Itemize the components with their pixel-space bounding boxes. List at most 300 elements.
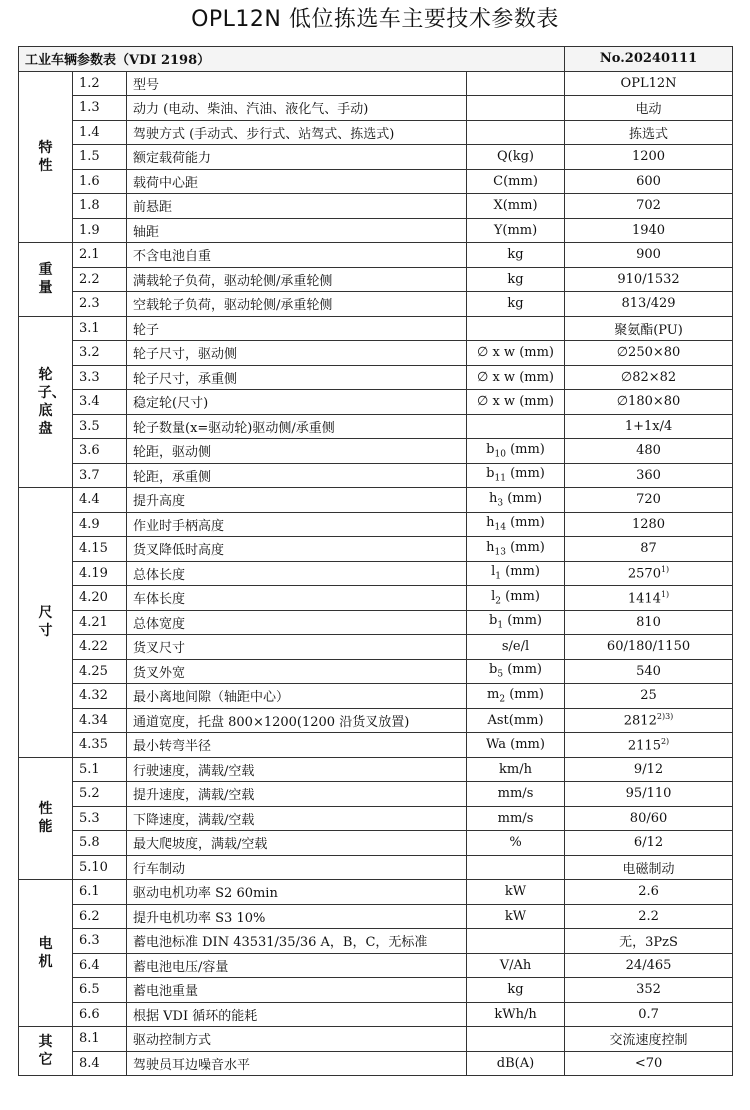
param-value bbox=[565, 610, 733, 635]
param-number: 4.21 bbox=[73, 610, 127, 635]
param-name: 货叉外宽 bbox=[127, 659, 467, 684]
param-unit: kg bbox=[467, 243, 565, 268]
param-number: 2.3 bbox=[73, 292, 127, 317]
param-value bbox=[565, 831, 733, 856]
param-number: 8.1 bbox=[73, 1027, 127, 1052]
param-number: 4.4 bbox=[73, 488, 127, 513]
table-header-row bbox=[19, 47, 733, 72]
param-name: 不含电池自重 bbox=[127, 243, 467, 268]
param-value bbox=[565, 635, 733, 660]
param-name: 总体宽度 bbox=[127, 610, 467, 635]
param-value bbox=[565, 684, 733, 709]
param-number: 3.7 bbox=[73, 463, 127, 488]
param-unit: C(mm) bbox=[467, 169, 565, 194]
param-number: 6.1 bbox=[73, 880, 127, 905]
param-unit bbox=[467, 120, 565, 145]
param-number: 3.4 bbox=[73, 390, 127, 415]
param-name: 轴距 bbox=[127, 218, 467, 243]
table-row bbox=[19, 733, 733, 758]
value-text: 2.6 bbox=[638, 884, 659, 900]
param-unit bbox=[467, 610, 565, 635]
section-category bbox=[19, 243, 73, 317]
param-unit bbox=[467, 463, 565, 488]
param-unit bbox=[467, 855, 565, 880]
param-number: 6.5 bbox=[73, 978, 127, 1003]
param-value bbox=[565, 929, 733, 954]
table-row bbox=[19, 953, 733, 978]
param-name: 驾驶方式 (手动式、步行式、站驾式、拣选式) bbox=[127, 120, 467, 145]
param-value bbox=[565, 904, 733, 929]
table-row bbox=[19, 561, 733, 586]
param-unit: kWh/h bbox=[467, 1002, 565, 1027]
value-text: 9/12 bbox=[633, 761, 664, 777]
table-row bbox=[19, 439, 733, 464]
param-unit: Q(kg) bbox=[467, 145, 565, 170]
unit-symbol: h bbox=[486, 539, 495, 555]
param-unit: kW bbox=[467, 880, 565, 905]
table-row bbox=[19, 684, 733, 709]
value-text: 24/465 bbox=[625, 957, 672, 973]
value-text: ∅180×80 bbox=[616, 394, 681, 410]
param-number: 2.1 bbox=[73, 243, 127, 268]
param-value bbox=[565, 439, 733, 464]
table-row bbox=[19, 145, 733, 170]
param-unit bbox=[467, 561, 565, 586]
param-number: 5.10 bbox=[73, 855, 127, 880]
param-number: 1.3 bbox=[73, 96, 127, 121]
value-text: 0.7 bbox=[638, 1006, 659, 1022]
param-value bbox=[565, 169, 733, 194]
section-category-label: 电机 bbox=[38, 936, 53, 970]
param-name: 空载轮子负荷，驱动轮侧/承重轮侧 bbox=[127, 292, 467, 317]
table-row bbox=[19, 659, 733, 684]
param-number: 6.6 bbox=[73, 1002, 127, 1027]
unit-subscript: 14 bbox=[494, 523, 506, 534]
param-value bbox=[565, 243, 733, 268]
param-name: 行车制动 bbox=[127, 855, 467, 880]
param-name: 驾驶员耳边噪音水平 bbox=[127, 1051, 467, 1076]
unit-suffix: (mm) bbox=[505, 539, 545, 555]
param-value bbox=[565, 782, 733, 807]
param-value bbox=[565, 96, 733, 121]
param-value bbox=[565, 390, 733, 415]
table-row bbox=[19, 586, 733, 611]
table-row bbox=[19, 341, 733, 366]
section-category-label: 其它 bbox=[38, 1034, 53, 1068]
param-unit: Y(mm) bbox=[467, 218, 565, 243]
table-row bbox=[19, 414, 733, 439]
table-row bbox=[19, 463, 733, 488]
section-category bbox=[19, 1027, 73, 1076]
value-text: 1+1x/4 bbox=[624, 418, 673, 434]
unit-symbol: m bbox=[487, 686, 500, 702]
unit-symbol: l bbox=[491, 588, 496, 604]
unit-subscript: 13 bbox=[494, 547, 506, 558]
param-value bbox=[565, 1002, 733, 1027]
value-text: 360 bbox=[636, 467, 661, 483]
param-number: 3.1 bbox=[73, 316, 127, 341]
param-number: 3.2 bbox=[73, 341, 127, 366]
value-text: 无，3PzS bbox=[619, 935, 678, 951]
param-name: 驱动控制方式 bbox=[127, 1027, 467, 1052]
param-number: 4.20 bbox=[73, 586, 127, 611]
param-name: 通道宽度，托盘 800×1200(1200 沿货叉放置) bbox=[127, 708, 467, 733]
param-number: 4.32 bbox=[73, 684, 127, 709]
value-text: 910/1532 bbox=[617, 271, 680, 287]
param-number: 5.8 bbox=[73, 831, 127, 856]
value-text: 900 bbox=[636, 247, 661, 263]
section-category-label: 轮子、底盘 bbox=[37, 366, 66, 437]
unit-suffix: (mm) bbox=[501, 588, 540, 604]
unit-suffix: (mm) bbox=[505, 515, 545, 531]
value-text: 拣选式 bbox=[629, 126, 669, 142]
param-value bbox=[565, 414, 733, 439]
param-name: 蓄电池重量 bbox=[127, 978, 467, 1003]
param-unit bbox=[467, 684, 565, 709]
section-category-label: 性能 bbox=[38, 801, 53, 836]
unit-subscript: 10 bbox=[494, 449, 506, 460]
param-number: 1.9 bbox=[73, 218, 127, 243]
table-row bbox=[19, 365, 733, 390]
table-row bbox=[19, 194, 733, 219]
param-unit bbox=[467, 586, 565, 611]
value-text: 1414 bbox=[627, 590, 661, 606]
unit-symbol: b bbox=[486, 466, 495, 482]
table-row bbox=[19, 96, 733, 121]
value-text: 交流速度控制 bbox=[609, 1033, 688, 1049]
param-unit: km/h bbox=[467, 757, 565, 782]
param-unit: kg bbox=[467, 978, 565, 1003]
document-number: No.20240111 bbox=[565, 47, 733, 72]
unit-subscript: 1 bbox=[497, 621, 504, 632]
param-name: 蓄电池标准 DIN 43531/35/36 A，B，C，无标准 bbox=[127, 929, 467, 954]
param-name: 轮距，承重侧 bbox=[127, 463, 467, 488]
unit-suffix: (mm) bbox=[503, 662, 543, 678]
param-unit bbox=[467, 96, 565, 121]
param-value bbox=[565, 1051, 733, 1076]
param-unit: kW bbox=[467, 904, 565, 929]
unit-suffix: (mm) bbox=[505, 686, 545, 702]
unit-symbol: h bbox=[488, 490, 498, 506]
section-category-label: 尺寸 bbox=[38, 605, 53, 640]
param-value bbox=[565, 537, 733, 562]
param-unit bbox=[467, 929, 565, 954]
param-number: 2.2 bbox=[73, 267, 127, 292]
table-row bbox=[19, 218, 733, 243]
section-category bbox=[19, 757, 73, 880]
value-text: ∅250×80 bbox=[616, 345, 681, 361]
param-value bbox=[565, 218, 733, 243]
param-name: 蓄电池电压/容量 bbox=[127, 953, 467, 978]
param-value bbox=[565, 71, 733, 96]
param-number: 4.35 bbox=[73, 733, 127, 758]
table-row bbox=[19, 782, 733, 807]
param-value bbox=[565, 855, 733, 880]
section-category bbox=[19, 316, 73, 488]
param-value bbox=[565, 120, 733, 145]
param-number: 1.6 bbox=[73, 169, 127, 194]
table-row bbox=[19, 292, 733, 317]
page-title: OPL12N 低位拣选车主要技术参数表 bbox=[191, 7, 559, 32]
param-unit: ∅ x w (mm) bbox=[467, 341, 565, 366]
value-footnote: 2) bbox=[660, 736, 670, 746]
table-row bbox=[19, 169, 733, 194]
table-row bbox=[19, 757, 733, 782]
value-text: 813/429 bbox=[621, 296, 676, 312]
table-row bbox=[19, 929, 733, 954]
value-text: OPL12N bbox=[620, 75, 677, 91]
section-category bbox=[19, 880, 73, 1027]
value-text: 2812 bbox=[623, 713, 657, 729]
table-row bbox=[19, 1051, 733, 1076]
param-number: 8.4 bbox=[73, 1051, 127, 1076]
param-number: 5.2 bbox=[73, 782, 127, 807]
param-name: 提升速度，满载/空载 bbox=[127, 782, 467, 807]
value-text: 600 bbox=[636, 173, 661, 189]
spec-table bbox=[18, 46, 733, 1076]
param-value bbox=[565, 708, 733, 733]
param-name: 车体长度 bbox=[127, 586, 467, 611]
param-unit bbox=[467, 488, 565, 513]
param-number: 4.22 bbox=[73, 635, 127, 660]
table-row bbox=[19, 806, 733, 831]
table-row bbox=[19, 610, 733, 635]
param-unit bbox=[467, 316, 565, 341]
value-text: 95/110 bbox=[625, 786, 672, 802]
unit-symbol: l bbox=[491, 564, 496, 580]
param-name: 前悬距 bbox=[127, 194, 467, 219]
param-number: 6.3 bbox=[73, 929, 127, 954]
param-name: 行驶速度，满载/空载 bbox=[127, 757, 467, 782]
param-value bbox=[565, 341, 733, 366]
unit-suffix: (mm) bbox=[503, 613, 543, 629]
unit-symbol: b bbox=[486, 441, 495, 457]
table-row bbox=[19, 120, 733, 145]
param-value bbox=[565, 512, 733, 537]
param-name: 轮子数量(x=驱动轮)驱动侧/承重侧 bbox=[127, 414, 467, 439]
table-row bbox=[19, 1027, 733, 1052]
value-text: 1200 bbox=[631, 149, 666, 165]
value-text: 电磁制动 bbox=[622, 861, 675, 877]
param-name: 最小离地间隙（轴距中心） bbox=[127, 684, 467, 709]
param-name: 下降速度，满载/空载 bbox=[127, 806, 467, 831]
table-row bbox=[19, 488, 733, 513]
param-value bbox=[565, 659, 733, 684]
table-row bbox=[19, 904, 733, 929]
value-text: 352 bbox=[636, 982, 661, 998]
table-row bbox=[19, 71, 733, 96]
param-name: 驱动电机功率 S2 60min bbox=[127, 880, 467, 905]
param-name: 最大爬坡度，满载/空载 bbox=[127, 831, 467, 856]
table-row bbox=[19, 537, 733, 562]
param-number: 4.25 bbox=[73, 659, 127, 684]
value-text: 810 bbox=[636, 614, 661, 630]
param-unit bbox=[467, 439, 565, 464]
param-unit bbox=[467, 1027, 565, 1052]
param-unit: V/Ah bbox=[467, 953, 565, 978]
param-name: 最小转弯半径 bbox=[127, 733, 467, 758]
param-unit: ∅ x w (mm) bbox=[467, 390, 565, 415]
param-value bbox=[565, 978, 733, 1003]
param-number: 3.3 bbox=[73, 365, 127, 390]
param-value bbox=[565, 806, 733, 831]
table-row bbox=[19, 1002, 733, 1027]
value-footnote: 2)3) bbox=[656, 712, 674, 722]
param-value bbox=[565, 463, 733, 488]
param-name: 型号 bbox=[127, 71, 467, 96]
param-number: 3.5 bbox=[73, 414, 127, 439]
unit-subscript: 5 bbox=[497, 670, 504, 681]
param-unit: ∅ x w (mm) bbox=[467, 365, 565, 390]
param-number: 5.3 bbox=[73, 806, 127, 831]
value-footnote: 1) bbox=[660, 565, 670, 575]
value-text: 聚氨酯(PU) bbox=[614, 322, 683, 338]
param-unit: kg bbox=[467, 267, 565, 292]
value-text: 87 bbox=[640, 541, 657, 557]
value-text: 2570 bbox=[627, 566, 661, 582]
param-number: 5.1 bbox=[73, 757, 127, 782]
table-row bbox=[19, 512, 733, 537]
param-name: 轮子 bbox=[127, 316, 467, 341]
value-footnote: 1) bbox=[660, 589, 670, 599]
param-name: 载荷中心距 bbox=[127, 169, 467, 194]
param-value bbox=[565, 757, 733, 782]
param-number: 3.6 bbox=[73, 439, 127, 464]
param-name: 总体长度 bbox=[127, 561, 467, 586]
value-text: 702 bbox=[636, 198, 661, 214]
section-category bbox=[19, 488, 73, 758]
param-number: 4.15 bbox=[73, 537, 127, 562]
unit-subscript: 1 bbox=[495, 572, 501, 583]
value-text: 2.2 bbox=[638, 908, 659, 924]
table-row bbox=[19, 316, 733, 341]
table-row bbox=[19, 390, 733, 415]
param-value bbox=[565, 561, 733, 586]
param-number: 1.5 bbox=[73, 145, 127, 170]
value-text: 80/60 bbox=[629, 810, 668, 826]
param-value bbox=[565, 733, 733, 758]
value-text: 480 bbox=[636, 443, 661, 459]
param-value bbox=[565, 145, 733, 170]
param-name: 轮子尺寸，驱动侧 bbox=[127, 341, 467, 366]
value-text: 60/180/1150 bbox=[606, 639, 691, 655]
value-text: 2115 bbox=[627, 737, 661, 753]
param-number: 1.2 bbox=[73, 71, 127, 96]
value-text: 1940 bbox=[631, 222, 666, 238]
table-row bbox=[19, 267, 733, 292]
value-text: 25 bbox=[640, 688, 657, 704]
param-unit: X(mm) bbox=[467, 194, 565, 219]
param-number: 6.2 bbox=[73, 904, 127, 929]
param-name: 提升高度 bbox=[127, 488, 467, 513]
param-value bbox=[565, 488, 733, 513]
param-number: 6.4 bbox=[73, 953, 127, 978]
param-number: 1.4 bbox=[73, 120, 127, 145]
param-value bbox=[565, 880, 733, 905]
param-value bbox=[565, 292, 733, 317]
value-text: ∅82×82 bbox=[620, 369, 677, 385]
section-category-label: 特性 bbox=[38, 139, 53, 174]
value-text: 1280 bbox=[631, 516, 666, 532]
param-number: 4.34 bbox=[73, 708, 127, 733]
param-name: 稳定轮(尺寸) bbox=[127, 390, 467, 415]
param-unit: kg bbox=[467, 292, 565, 317]
spec-table-body bbox=[19, 47, 733, 1076]
unit-subscript: 2 bbox=[499, 694, 506, 705]
param-name: 额定载荷能力 bbox=[127, 145, 467, 170]
param-unit bbox=[467, 659, 565, 684]
param-name: 动力 (电动、柴油、汽油、液化气、手动) bbox=[127, 96, 467, 121]
unit-subscript: 3 bbox=[497, 498, 504, 509]
section-category bbox=[19, 71, 73, 243]
unit-suffix: (mm) bbox=[505, 466, 545, 482]
unit-suffix: (mm) bbox=[505, 441, 545, 457]
unit-symbol: h bbox=[486, 515, 495, 531]
value-text: 电动 bbox=[635, 102, 662, 118]
unit-symbol: b bbox=[489, 662, 498, 678]
param-unit bbox=[467, 512, 565, 537]
unit-subscript: 11 bbox=[494, 474, 506, 485]
param-name: 根据 VDI 循环的能耗 bbox=[127, 1002, 467, 1027]
param-value bbox=[565, 953, 733, 978]
param-name: 货叉降低时高度 bbox=[127, 537, 467, 562]
param-value bbox=[565, 365, 733, 390]
table-row bbox=[19, 855, 733, 880]
table-header-label: 工业车辆参数表（VDI 2198） bbox=[19, 47, 565, 72]
value-text: 720 bbox=[636, 492, 661, 508]
param-name: 轮距，驱动侧 bbox=[127, 439, 467, 464]
param-unit: % bbox=[467, 831, 565, 856]
param-unit bbox=[467, 71, 565, 96]
section-category-label: 重量 bbox=[38, 262, 53, 297]
param-number: 1.8 bbox=[73, 194, 127, 219]
param-unit: Ast(mm) bbox=[467, 708, 565, 733]
unit-symbol: b bbox=[489, 613, 498, 629]
param-value bbox=[565, 586, 733, 611]
param-unit: mm/s bbox=[467, 782, 565, 807]
param-value bbox=[565, 1027, 733, 1052]
param-name: 提升电机功率 S3 10% bbox=[127, 904, 467, 929]
table-row bbox=[19, 708, 733, 733]
param-name: 作业时手柄高度 bbox=[127, 512, 467, 537]
param-number: 4.19 bbox=[73, 561, 127, 586]
table-row bbox=[19, 978, 733, 1003]
param-unit bbox=[467, 414, 565, 439]
param-name: 满载轮子负荷，驱动轮侧/承重轮侧 bbox=[127, 267, 467, 292]
unit-subscript: 2 bbox=[495, 596, 501, 607]
param-name: 货叉尺寸 bbox=[127, 635, 467, 660]
param-name: 轮子尺寸，承重侧 bbox=[127, 365, 467, 390]
value-text: 6/12 bbox=[633, 835, 664, 851]
param-value bbox=[565, 316, 733, 341]
param-value bbox=[565, 194, 733, 219]
table-row bbox=[19, 243, 733, 268]
param-unit bbox=[467, 537, 565, 562]
param-unit: mm/s bbox=[467, 806, 565, 831]
param-unit: Wa (mm) bbox=[467, 733, 565, 758]
table-row bbox=[19, 831, 733, 856]
param-value bbox=[565, 267, 733, 292]
table-row bbox=[19, 880, 733, 905]
value-text: <70 bbox=[634, 1055, 663, 1071]
param-unit: s/e/l bbox=[467, 635, 565, 660]
param-unit: dB(A) bbox=[467, 1051, 565, 1076]
value-text: 540 bbox=[636, 663, 661, 679]
unit-suffix: (mm) bbox=[503, 490, 543, 506]
table-row bbox=[19, 635, 733, 660]
param-number: 4.9 bbox=[73, 512, 127, 537]
unit-suffix: (mm) bbox=[501, 564, 540, 580]
